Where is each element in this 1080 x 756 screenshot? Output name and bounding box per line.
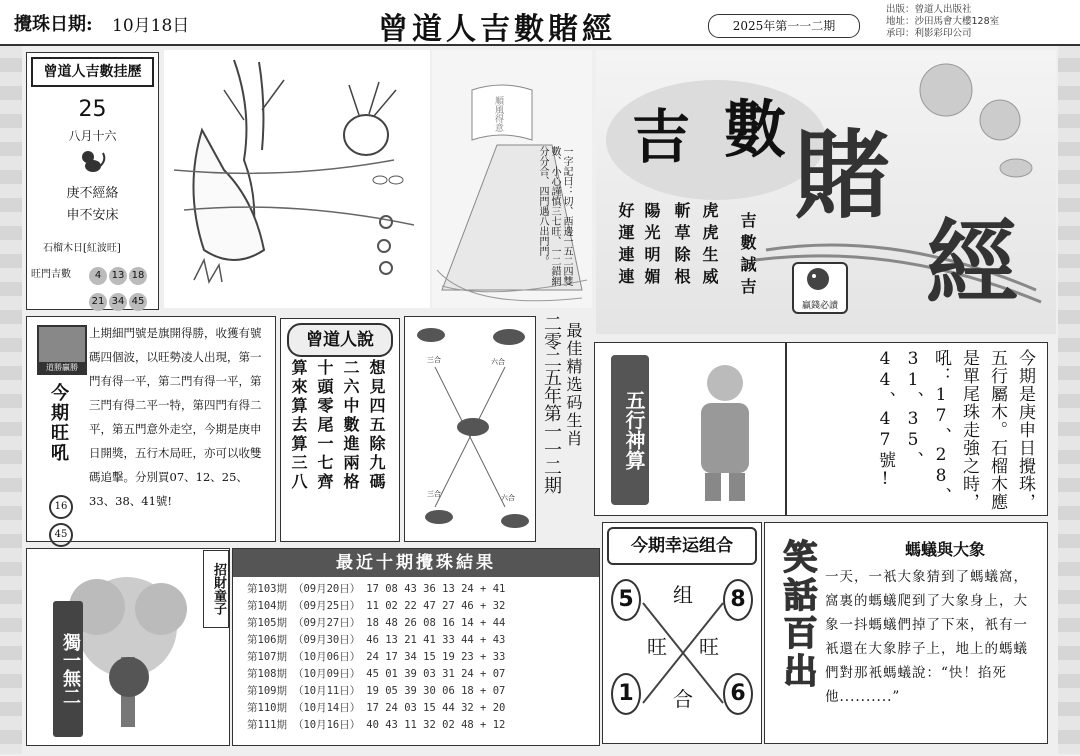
result-row <box>247 614 511 631</box>
rabbit-icon <box>417 328 445 342</box>
wuxing-title: 五行神算 <box>611 355 649 505</box>
god-figure-icon <box>675 353 775 509</box>
result-date: （09月27日） <box>292 617 361 629</box>
result-row <box>247 580 511 597</box>
unique-badge: 獨一無二 <box>53 601 83 737</box>
result-date: （10月09日） <box>292 668 361 680</box>
publisher-info <box>886 4 999 40</box>
logo-poem-1: 好運連連 <box>616 202 635 290</box>
draw-date: 10月18日 <box>112 16 190 36</box>
header-bar <box>0 0 1080 46</box>
saying-col-4: 算來算去算三八 <box>289 359 308 492</box>
result-date: （09月20日） <box>292 583 361 595</box>
dragon-icon <box>794 264 842 294</box>
lucky-boy-box <box>26 548 230 746</box>
results-box <box>232 548 600 746</box>
result-issue: 第110期 <box>247 702 287 714</box>
forecast-box <box>26 316 276 542</box>
calendar-title: 曾道人吉數挂歷 <box>31 57 154 87</box>
left-border-strip <box>0 44 22 754</box>
element-text: 石榴木日[紅波旺] <box>43 243 121 254</box>
result-date: （10月16日） <box>292 719 361 731</box>
right-border-strip <box>1058 44 1080 754</box>
saying-col-3: 十頭零尾一七齊 <box>315 359 334 492</box>
publisher-line: 出版：曾道人出版社 <box>886 4 972 15</box>
best-zodiac-label: 最佳精选码生肖 <box>564 322 583 448</box>
result-numbers: 45 01 39 03 31 24 + 07 <box>366 667 506 680</box>
result-issue: 第106期 <box>247 634 287 646</box>
zodiac-label: 三合 <box>427 356 441 364</box>
zodiac-label: 六合 <box>501 494 515 502</box>
result-row <box>247 665 511 682</box>
result-row <box>247 682 511 699</box>
wuxing-box <box>594 342 786 516</box>
combo-word: 组 <box>673 583 693 607</box>
lucky-number: 13 <box>109 267 127 285</box>
logo-area <box>596 50 1056 334</box>
forecast-side-numbers <box>49 495 73 547</box>
goat-icon <box>457 418 489 436</box>
monkey-icon <box>77 149 107 175</box>
address-line: 地址：沙田馬會大樓128室 <box>886 16 1000 27</box>
sailboat-poem <box>432 50 592 308</box>
combo-number: 5 <box>611 579 641 621</box>
forecast-side-label: 今期旺吼 <box>48 383 69 463</box>
logo-poem-4: 虎虎生威 <box>700 202 719 290</box>
saying-col-2: 二六中數進兩格 <box>341 359 360 492</box>
zodiac-label: 六合 <box>491 358 505 366</box>
win-badge-icon <box>792 262 848 314</box>
result-numbers: 17 24 03 15 44 32 + 20 <box>366 701 506 714</box>
logo-poem-3: 斬草除根 <box>672 202 691 290</box>
result-numbers: 11 02 22 47 27 46 + 32 <box>366 599 506 612</box>
draw-date-label: 攪珠日期: <box>14 14 93 35</box>
result-date: （10月11日） <box>292 685 361 697</box>
story-text: 一天，一衹大象猜到了螞蟻窩，窩裏的螞蟻爬到了大象身上，大象一抖螞蟻們掉了下來，衹有一衹還在大象脖子上，地上的螞蟻們對那衹螞蟻說：“快！掐死他..........” <box>825 569 1028 705</box>
win-badge-label: 贏錢必讀 <box>801 301 838 311</box>
result-issue: 第108期 <box>247 668 287 680</box>
result-numbers: 18 48 26 08 16 14 + 44 <box>366 616 506 629</box>
lucky-numbers-row2 <box>89 289 159 311</box>
forecast-text: 上期細門號是旗開得勝，收獲有號碼四個波，以旺勢凌人出現，第一門有得一平，第二門有得一平，第三門有得二平一特，第四門有得二平，第五門意外走空，今期是庚申日開獎，五行木局旺，亦可以收雙碼追擊。分別買07、12、25、33、38、41號! <box>89 326 262 508</box>
lucky-number: 34 <box>109 293 127 311</box>
result-issue: 第105期 <box>247 617 287 629</box>
wuxing-col: 珠走強之時，吼 <box>931 349 979 511</box>
lunar-date: 八月十六 <box>68 129 117 143</box>
result-row <box>247 699 511 716</box>
lucky-number: 4 <box>89 267 107 285</box>
joke-title: 笑話百出 <box>777 539 817 691</box>
lucky-numbers <box>89 263 159 285</box>
result-row <box>247 648 511 665</box>
calendar-day: 25 <box>78 97 107 122</box>
page-title: 曾道人吉數賭經 <box>378 12 616 47</box>
saying-title: 曾道人說 <box>287 323 393 357</box>
result-date: （09月30日） <box>292 634 361 646</box>
calendar-lines <box>27 183 158 227</box>
wuxing-col: ：17、28、31、 <box>903 349 951 505</box>
combo-number: 6 <box>723 673 753 715</box>
sketch-illustration <box>164 50 430 308</box>
combo-number: 1 <box>611 673 641 715</box>
boat-poem: 一字記曰：切、西邊一五二四雙數、小心謹慎三七旺、一二錯網分分合、四門遇八出門門。 <box>537 146 572 286</box>
wuxing-col: 35、44、47號! <box>875 349 923 490</box>
result-row <box>247 597 511 614</box>
wuxing-text <box>871 349 1039 513</box>
story-box <box>764 522 1048 744</box>
combo-word: 旺 <box>647 635 667 659</box>
combo-number: 8 <box>723 579 753 621</box>
tree-and-river-drawing <box>164 50 430 308</box>
zodiac-label: 三合 <box>427 490 441 498</box>
zodiac-box <box>404 316 536 542</box>
logo-char-3: 賭 <box>794 119 890 232</box>
wuxing-col: 珠，五行屬木。 <box>987 349 1035 511</box>
result-numbers: 46 13 21 41 33 44 + 43 <box>366 633 506 646</box>
saying-col-1: 想見四五除九碼 <box>367 359 386 492</box>
result-date: （10月06日） <box>292 651 361 663</box>
horse-icon <box>493 329 525 345</box>
lucky-label: 旺門吉數 <box>31 269 71 280</box>
printer-line: 承印：利影彩印公司 <box>886 28 972 39</box>
result-numbers: 17 08 43 36 13 24 + 41 <box>366 582 506 595</box>
pig-icon <box>425 510 453 524</box>
result-date: （10月14日） <box>292 702 361 714</box>
logo-motto: 吉數誠吉 <box>738 212 757 300</box>
result-numbers: 24 17 34 15 19 23 + 33 <box>366 650 506 663</box>
result-date: （09月25日） <box>292 600 361 612</box>
combo-word: 合 <box>673 687 693 711</box>
wuxing-text-box <box>786 342 1048 516</box>
calendar-line: 庚不經絡 <box>66 186 119 201</box>
story-title: 螞蟻與大象 <box>904 540 985 559</box>
result-row <box>247 716 511 733</box>
side-number: 16 <box>49 495 73 519</box>
wuxing-col: 石榴木應是單尾 <box>959 349 1007 511</box>
logo-char-4: 經 <box>926 209 1019 317</box>
lucky-number: 21 <box>89 293 107 311</box>
result-numbers: 19 05 39 30 06 18 + 07 <box>366 684 506 697</box>
lucky-number: 18 <box>129 267 147 285</box>
issue-vertical: 二零二五年第一一二期 <box>541 314 562 494</box>
lucky-combo-title: 今期幸运组合 <box>607 527 757 565</box>
result-issue: 第103期 <box>247 583 287 595</box>
result-row <box>247 631 511 648</box>
forecast-badge-icon <box>37 325 87 375</box>
results-title: 最近十期攪珠結果 <box>233 549 599 577</box>
results-table <box>247 580 511 733</box>
combo-word: 旺 <box>699 635 719 659</box>
calendar-line: 申不安床 <box>66 208 119 223</box>
boat-flag: 順風得意 <box>493 96 503 132</box>
zodiac-diagram <box>405 317 535 541</box>
lucky-boy-label: 招財童子 <box>203 550 229 628</box>
ox-icon <box>501 514 529 528</box>
lucky-number: 45 <box>129 293 147 311</box>
calendar-box <box>26 52 159 310</box>
side-number: 45 <box>49 523 73 547</box>
saying-box <box>280 318 400 542</box>
issue-badge: 2025年第一一二期 <box>708 14 860 38</box>
logo-char-2: 數 <box>724 93 787 166</box>
logo-char-1: 吉 <box>632 103 691 171</box>
lucky-combo-box <box>602 522 762 744</box>
result-numbers: 40 43 11 32 02 48 + 12 <box>366 718 506 731</box>
wuxing-col: 今期是庚申日攪 <box>1015 349 1035 475</box>
logo-poem-2: 陽光明媚 <box>642 202 661 290</box>
result-issue: 第109期 <box>247 685 287 697</box>
result-issue: 第107期 <box>247 651 287 663</box>
result-issue: 第104期 <box>247 600 287 612</box>
result-issue: 第111期 <box>247 719 287 731</box>
forecast-badge-label: 道勝贏勝 <box>39 362 85 373</box>
